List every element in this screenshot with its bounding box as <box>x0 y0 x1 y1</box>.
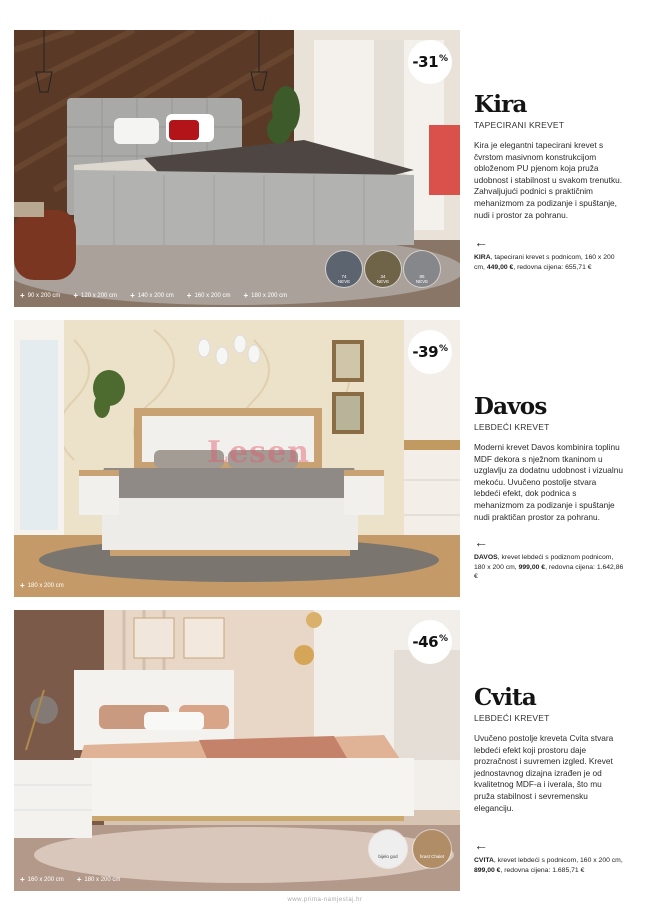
arrow-left-icon: ← <box>474 837 488 854</box>
kira-info <box>474 93 624 272</box>
plus-icon: + <box>20 291 25 300</box>
size-option: + 180 x 200 cm <box>243 291 288 300</box>
product-price: CVITA, krevet lebdeći s podnicom, 160 x 200 cm, 899,00 €, redovna cijena: 1.685,71 € <box>474 857 623 874</box>
brand-watermark: Lesen <box>207 435 310 470</box>
cvita-photo <box>14 610 460 891</box>
product-description: Moderni krevet Davos kombinira toplinu MDF dekora s nježnom tkaninom u uzglavlju za dodatnu udobnost i vizualnu mekoću. Uvučeno postolje stvara lebdeći efekt, dok podnica s mehanizmom za podizanje i spuštanje nudi praktičan prostor za pohranu. <box>474 442 623 522</box>
cvita-size-list <box>20 877 120 883</box>
plus-icon: + <box>186 291 192 300</box>
davos-size-list <box>20 583 64 589</box>
color-swatch-74: 74 NEVE <box>326 251 362 287</box>
davos-photo <box>14 320 460 597</box>
cvita-color-swatches <box>369 830 451 868</box>
davos-discount-badge: -39 % <box>408 330 452 374</box>
arrow-left-icon: ← <box>474 534 488 551</box>
plus-icon: + <box>130 291 135 300</box>
cvita-discount-badge: -46 % <box>408 620 452 664</box>
product-price: KIRA, tapecirani krevet s podnicom, 160 x 200 cm, 449,00 €, redovna cijena: 655,71 € <box>474 254 615 271</box>
product-description: Kira je elegantni tapecirani krevet s čvrstom masivnom konstrukcijom obloženom PU pjenom koja pruža udobnost i stabilnost u svakom trenutku. Zahvaljujući podnici s praktičnim mehanizmom za podizanje i spuštanje, nudi i prostor za pohranu. <box>474 140 623 220</box>
plus-icon: + <box>243 291 249 300</box>
product-title: Kira <box>474 91 527 118</box>
size-option: + 90 x 200 cm <box>20 291 61 300</box>
color-swatch-chalet-oak: hrast Chalet <box>413 830 451 868</box>
product-subtitle: TAPECIRANI KREVET <box>474 120 565 130</box>
color-swatch-white-oak: bijelo god <box>369 830 407 868</box>
plus-icon: + <box>73 291 79 300</box>
product-subtitle: LEBDEĆI KREVET <box>474 713 550 723</box>
size-option: + 140 x 200 cm <box>130 291 174 300</box>
kira-color-swatches <box>326 251 440 287</box>
color-swatch-34: 34 NEVE <box>365 251 401 287</box>
cvita-info <box>474 686 624 875</box>
footer-url[interactable]: www.prima-namjestaj.hr <box>287 897 363 903</box>
plus-icon: + <box>76 875 82 884</box>
size-option: + 160 x 200 cm <box>20 875 64 884</box>
plus-icon: + <box>20 875 25 884</box>
product-title: Davos <box>474 393 547 420</box>
size-option: + 160 x 200 cm <box>186 291 231 300</box>
product-title: Cvita <box>474 684 536 711</box>
arrow-left-icon: ← <box>474 234 488 251</box>
plus-icon: + <box>20 581 25 590</box>
size-option: + 180 x 200 cm <box>76 875 121 884</box>
product-description: Uvučeno postolje kreveta Cvita stvara lebdeći efekt koji prostoru daje prozračnost i suvremen izgled. Krevet jednostavnog dizajna izrađen je od kvalitetnog MDF-a i iverala, što mu pruža stabilnost i sevremensku eleganciju. <box>474 733 614 813</box>
product-price: DAVOS, krevet lebdeći s podiznom podnicom, 180 x 200 cm, 999,00 €, redovna cijena: 1.642,86 € <box>474 554 624 581</box>
kira-size-list <box>20 293 287 299</box>
kira-discount-badge: -31 % <box>408 40 452 84</box>
product-subtitle: LEBDEĆI KREVET <box>474 422 550 432</box>
size-option: + 180 x 200 cm <box>20 581 64 590</box>
davos-info <box>474 395 624 582</box>
size-option: + 120 x 200 cm <box>73 291 118 300</box>
kira-photo <box>14 30 460 307</box>
color-swatch-85: 85 NEVE <box>404 251 440 287</box>
